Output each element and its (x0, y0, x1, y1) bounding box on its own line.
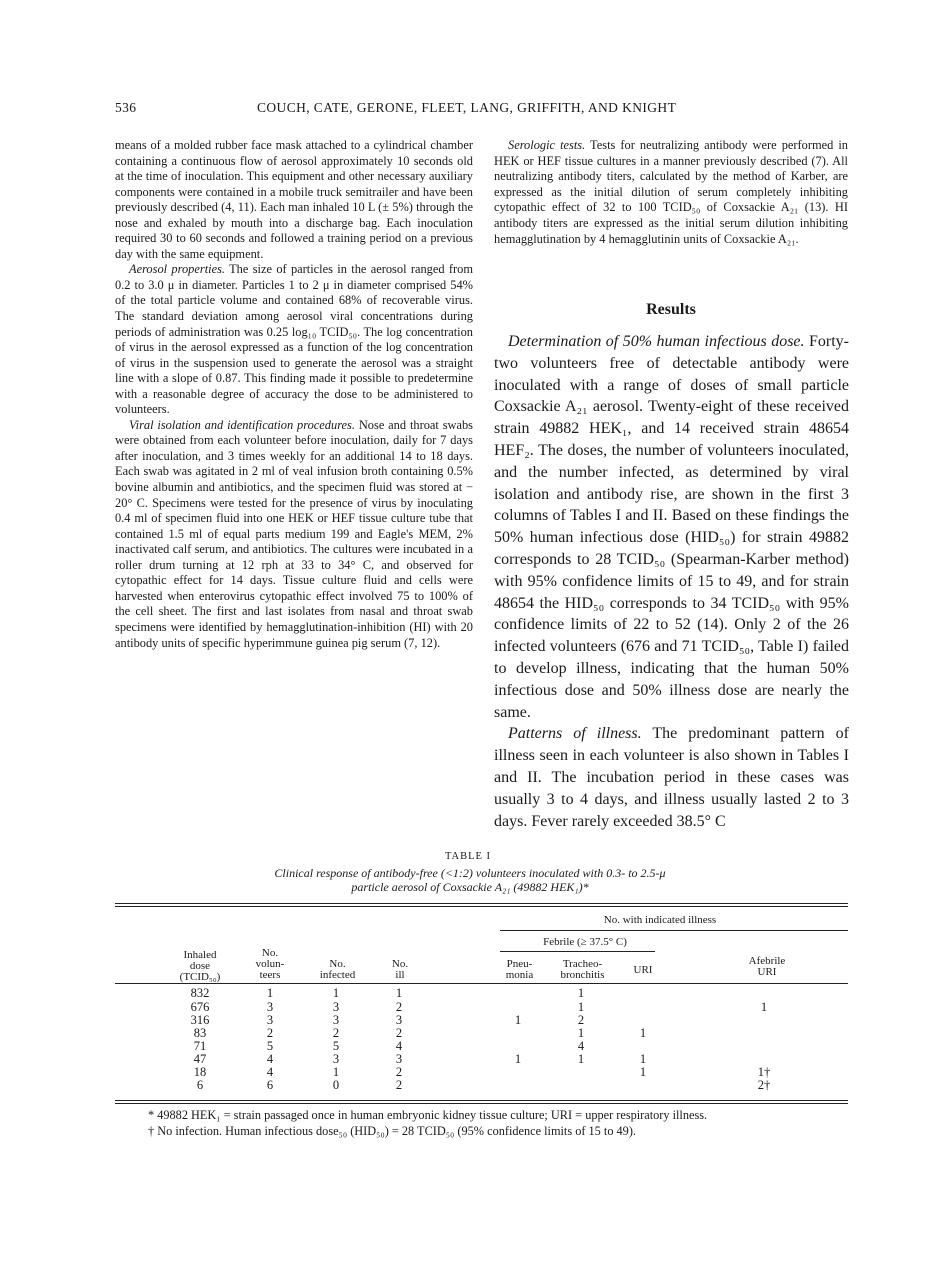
header-text: infected (319, 969, 356, 981)
cell-ill: 4 (395, 1039, 403, 1053)
table-header-group: No. with indicated illness (603, 914, 717, 926)
table-caption (230, 866, 710, 894)
table-header-pneumonia (497, 959, 542, 981)
header-text: (TCID₅₀) (179, 971, 221, 983)
header-text: No. (261, 947, 279, 959)
cell-inhaled-dose: 316 (190, 1013, 210, 1027)
paragraph-infectious-dose (494, 331, 849, 723)
header-text: dose (189, 960, 211, 972)
cell-tracheobronchitis: 4 (577, 1039, 585, 1053)
table-bottom-rule (115, 1100, 848, 1101)
section-heading-viral-isolation: Viral isolation and identification procedures. (129, 417, 355, 432)
cell-volunteers: 3 (266, 1013, 274, 1027)
cell-infected: 3 (332, 1013, 340, 1027)
cell-ill: 2 (395, 1000, 403, 1014)
cell-ill: 3 (395, 1052, 403, 1066)
cell-volunteers: 6 (266, 1078, 274, 1092)
cell-infected: 3 (332, 1000, 340, 1014)
table-bottom-rule-double (115, 1103, 848, 1104)
cell-volunteers: 4 (266, 1052, 274, 1066)
cell-inhaled-dose: 71 (193, 1039, 207, 1053)
cell-volunteers: 5 (266, 1039, 274, 1053)
header-text: URI (633, 964, 653, 976)
table-header-infected (305, 959, 370, 981)
table-header-ill (380, 959, 420, 981)
right-column-top (494, 138, 848, 247)
results-heading: Results (646, 301, 696, 318)
table-caption-line-2: particle aerosol of Coxsackie A₂₁ (49882 HEK₁)* (351, 880, 589, 894)
cell-volunteers: 2 (266, 1026, 274, 1040)
table-footnote-2: † No infection. Human infectious dose₅₀ (HID₅₀) = 28 TCID₅₀ (95% confidence limits of 15 to 49). (148, 1124, 637, 1138)
paragraph-aerosol-properties-text: The size of particles in the aerosol ranged from 0.2 to 3.0 μ in diameter. Particles 1 to 2 μ in diameter comprised 54% of the total particle volume and contained 68% of recoverable virus. The standard deviation among aerosol viral concentrations during periods of administration was 0.25 log₁₀ TCID₅₀. The log concentration of virus in the aerosol expressed as a function of the log concentration of virus in the suspension used to generate the aerosol was a straight line with a slope of 0.87. This finding made it possible to predetermine with a reasonable degree of accuracy the dose to be administered to volunteers. (115, 262, 473, 417)
cell-ill: 2 (395, 1065, 403, 1079)
table-header-afebrile-uri (732, 956, 802, 978)
cell-pneumonia: 1 (514, 1013, 522, 1027)
cell-afebrile-uri: 2† (757, 1078, 771, 1092)
cell-afebrile-uri: 1 (760, 1000, 768, 1014)
paragraph-patterns-of-illness (494, 723, 849, 832)
header-text: Tracheo- (562, 958, 603, 970)
header-text: No. (391, 958, 409, 970)
paragraph-aerosol-properties (115, 262, 473, 417)
cell-inhaled-dose: 6 (196, 1078, 204, 1092)
cell-uri: 1 (639, 1026, 647, 1040)
left-column (115, 138, 473, 651)
page-number: 536 (115, 100, 137, 115)
cell-tracheobronchitis: 1 (577, 986, 585, 1000)
paragraph-serologic-tests-text: Tests for neutralizing antibody were performed in HEK or HEF tissue cultures in a manner previously described (7). All neutralizing antibody titers, calculated by the method of Karber, are expressed as the initial dilution of serum completely inhibiting cytopathic effect of 32 to 100 TCID₅₀ of Coxsackie A₂₁ (13). HI antibody titers are expressed as the initial serum dilution inhibiting hemagglutination by 4 hemagglutinin units of Coxsackie A₂₁. (494, 138, 848, 246)
header-text: URI (757, 966, 777, 978)
cell-afebrile-uri: 1† (757, 1065, 771, 1079)
cell-tracheobronchitis: 1 (577, 1052, 585, 1066)
running-authors: COUCH, CATE, GERONE, FLEET, LANG, GRIFFITH, AND KNIGHT (257, 100, 677, 115)
table-febrile-rule (500, 951, 655, 952)
right-column-results (494, 331, 849, 832)
section-heading-aerosol-properties: Aerosol properties. (129, 262, 225, 277)
cell-volunteers: 4 (266, 1065, 274, 1079)
header-text: Inhaled (183, 949, 217, 961)
table-header-inhaled-dose (165, 950, 235, 983)
cell-volunteers: 1 (266, 986, 274, 1000)
header-text: Pneu- (506, 958, 533, 970)
cell-tracheobronchitis: 2 (577, 1013, 585, 1027)
table-caption-line-1: Clinical response of antibody-free (<1:2) volunteers inoculated with 0.3- to 2.5-μ (274, 866, 666, 880)
cell-infected: 3 (332, 1052, 340, 1066)
cell-inhaled-dose: 676 (190, 1000, 210, 1014)
paragraph-serologic-tests (494, 138, 848, 247)
cell-infected: 1 (332, 986, 340, 1000)
cell-infected: 0 (332, 1078, 340, 1092)
cell-tracheobronchitis: 1 (577, 1000, 585, 1014)
section-heading-patterns-of-illness: Patterns of illness. (508, 725, 642, 743)
table-header-rule (115, 983, 848, 984)
table-header-tracheobronchitis (550, 959, 615, 981)
header-text: bronchitis (560, 969, 605, 981)
header-text: ill (395, 969, 405, 981)
table-header-febrile: Febrile (≥ 37.5° C) (543, 936, 627, 948)
cell-ill: 2 (395, 1026, 403, 1040)
cell-uri: 1 (639, 1065, 647, 1079)
cell-ill: 1 (395, 986, 403, 1000)
cell-ill: 3 (395, 1013, 403, 1027)
table-top-rule (115, 903, 848, 904)
paragraph-viral-isolation (115, 418, 473, 651)
cell-infected: 1 (332, 1065, 340, 1079)
cell-infected: 2 (332, 1026, 340, 1040)
table-header-uri (623, 965, 663, 976)
paragraph-infectious-dose-text: Forty-two volunteers free of detectable antibody were inoculated with a range of doses of small particle Coxsackie A₂₁ aerosol. Twenty-eight of these received strain 49882 HEK₁, and 14 received strain 48654 HEF₂. The doses, the number of volunteers inoculated, and the number infected, as determined by viral isolation and antibody rise, are shown in the first 3 columns of Tables I and II. Based on these findings the 50% human infectious dose (HID₅₀) for strain 49882 corresponds to 28 TCID₅₀ (Spearman-Karber method) with 95% confidence limits of 15 to 49, and for strain 48654 the HID₅₀ corresponds to 34 TCID₅₀ with 95% confidence limits of 22 to 52 (14). Only 2 of the 26 infected volunteers (676 and 71 TCID₅₀, Table I) failed to develop illness, indicating that the human 50% infectious dose and 50% illness dose are nearly the same. (494, 333, 849, 721)
cell-volunteers: 3 (266, 1000, 274, 1014)
cell-ill: 2 (395, 1078, 403, 1092)
cell-inhaled-dose: 47 (193, 1052, 207, 1066)
table-header-volunteers (245, 948, 295, 981)
header-text: teers (259, 969, 281, 981)
cell-inhaled-dose: 18 (193, 1065, 207, 1079)
cell-inhaled-dose: 832 (190, 986, 210, 1000)
running-header (115, 100, 850, 120)
table-label: TABLE I (444, 851, 492, 862)
cell-inhaled-dose: 83 (193, 1026, 207, 1040)
section-heading-serologic-tests: Serologic tests. (508, 138, 586, 152)
table-group-rule (500, 930, 848, 931)
header-text: volun- (255, 958, 285, 970)
paragraph-patterns-text: The predominant pattern of illness seen in each volunteer is also shown in Tables I and II. The incubation period in these cases was usually 3 to 4 days, and illness usually lasted 2 to 3 days. Fever rarely exceeded 38.5° C (494, 725, 849, 830)
header-text: No. (329, 958, 346, 970)
cell-infected: 5 (332, 1039, 340, 1053)
cell-tracheobronchitis: 1 (577, 1026, 585, 1040)
cell-uri: 1 (639, 1052, 647, 1066)
section-heading-infectious-dose: Determination of 50% human infectious dose. (508, 333, 805, 350)
paragraph-viral-isolation-text: Nose and throat swabs were obtained from each volunteer before inoculation, daily for 7 days after inoculation, and 3 times weekly for an additional 14 to 18 days. Each swab was agitated in 2 ml of veal infusion broth containing 0.5% bovine albumin and antibiotics, and the specimen fluid was stored at − 20° C. Specimens were tested for the presence of virus by inoculating 0.4 ml of specimen fluid into one HEK or HEF tissue culture tube that contained 1.5 ml of equal parts medium 199 and Eagle's MEM, 2% inactivated calf serum, and antibiotics. The cultures were incubated in a roller drum turning at 12 rph at 33 to 34° C, and observed for cytopathic effect for 14 days. Tissue culture fluid and cells were harvested when enterovirus cytopathic effect involved 75 to 100% of the cell sheet. The first and last isolates from nasal and throat swab specimens were identified by hemagglutination-inhibition (HI) with 20 antibody units of specific hyperimmune guinea pig serum (7, 12). (115, 417, 473, 650)
cell-pneumonia: 1 (514, 1052, 522, 1066)
table-footnote-1: * 49882 HEK₁ = strain passaged once in human embryonic kidney tissue culture; URI = upper respiratory illness. (148, 1108, 708, 1122)
paragraph-mask-inoculation: means of a molded rubber face mask attached to a cylindrical chamber containing a continuous flow of aerosol approximately 10 seconds old at the time of inoculation. This equipment and other necessary auxiliary components were contained in a mobile truck semitrailer and have been previously described (4, 11). Each man inhaled 10 L (± 5%) through the nose and exhaled by mouth into a discharge bag. Each inoculation required 30 to 60 seconds and followed a training period on a previous day with the same equipment. (115, 138, 473, 261)
header-text: monia (505, 969, 534, 981)
header-text: Afebrile (748, 955, 786, 967)
table-top-rule-double (115, 906, 848, 907)
